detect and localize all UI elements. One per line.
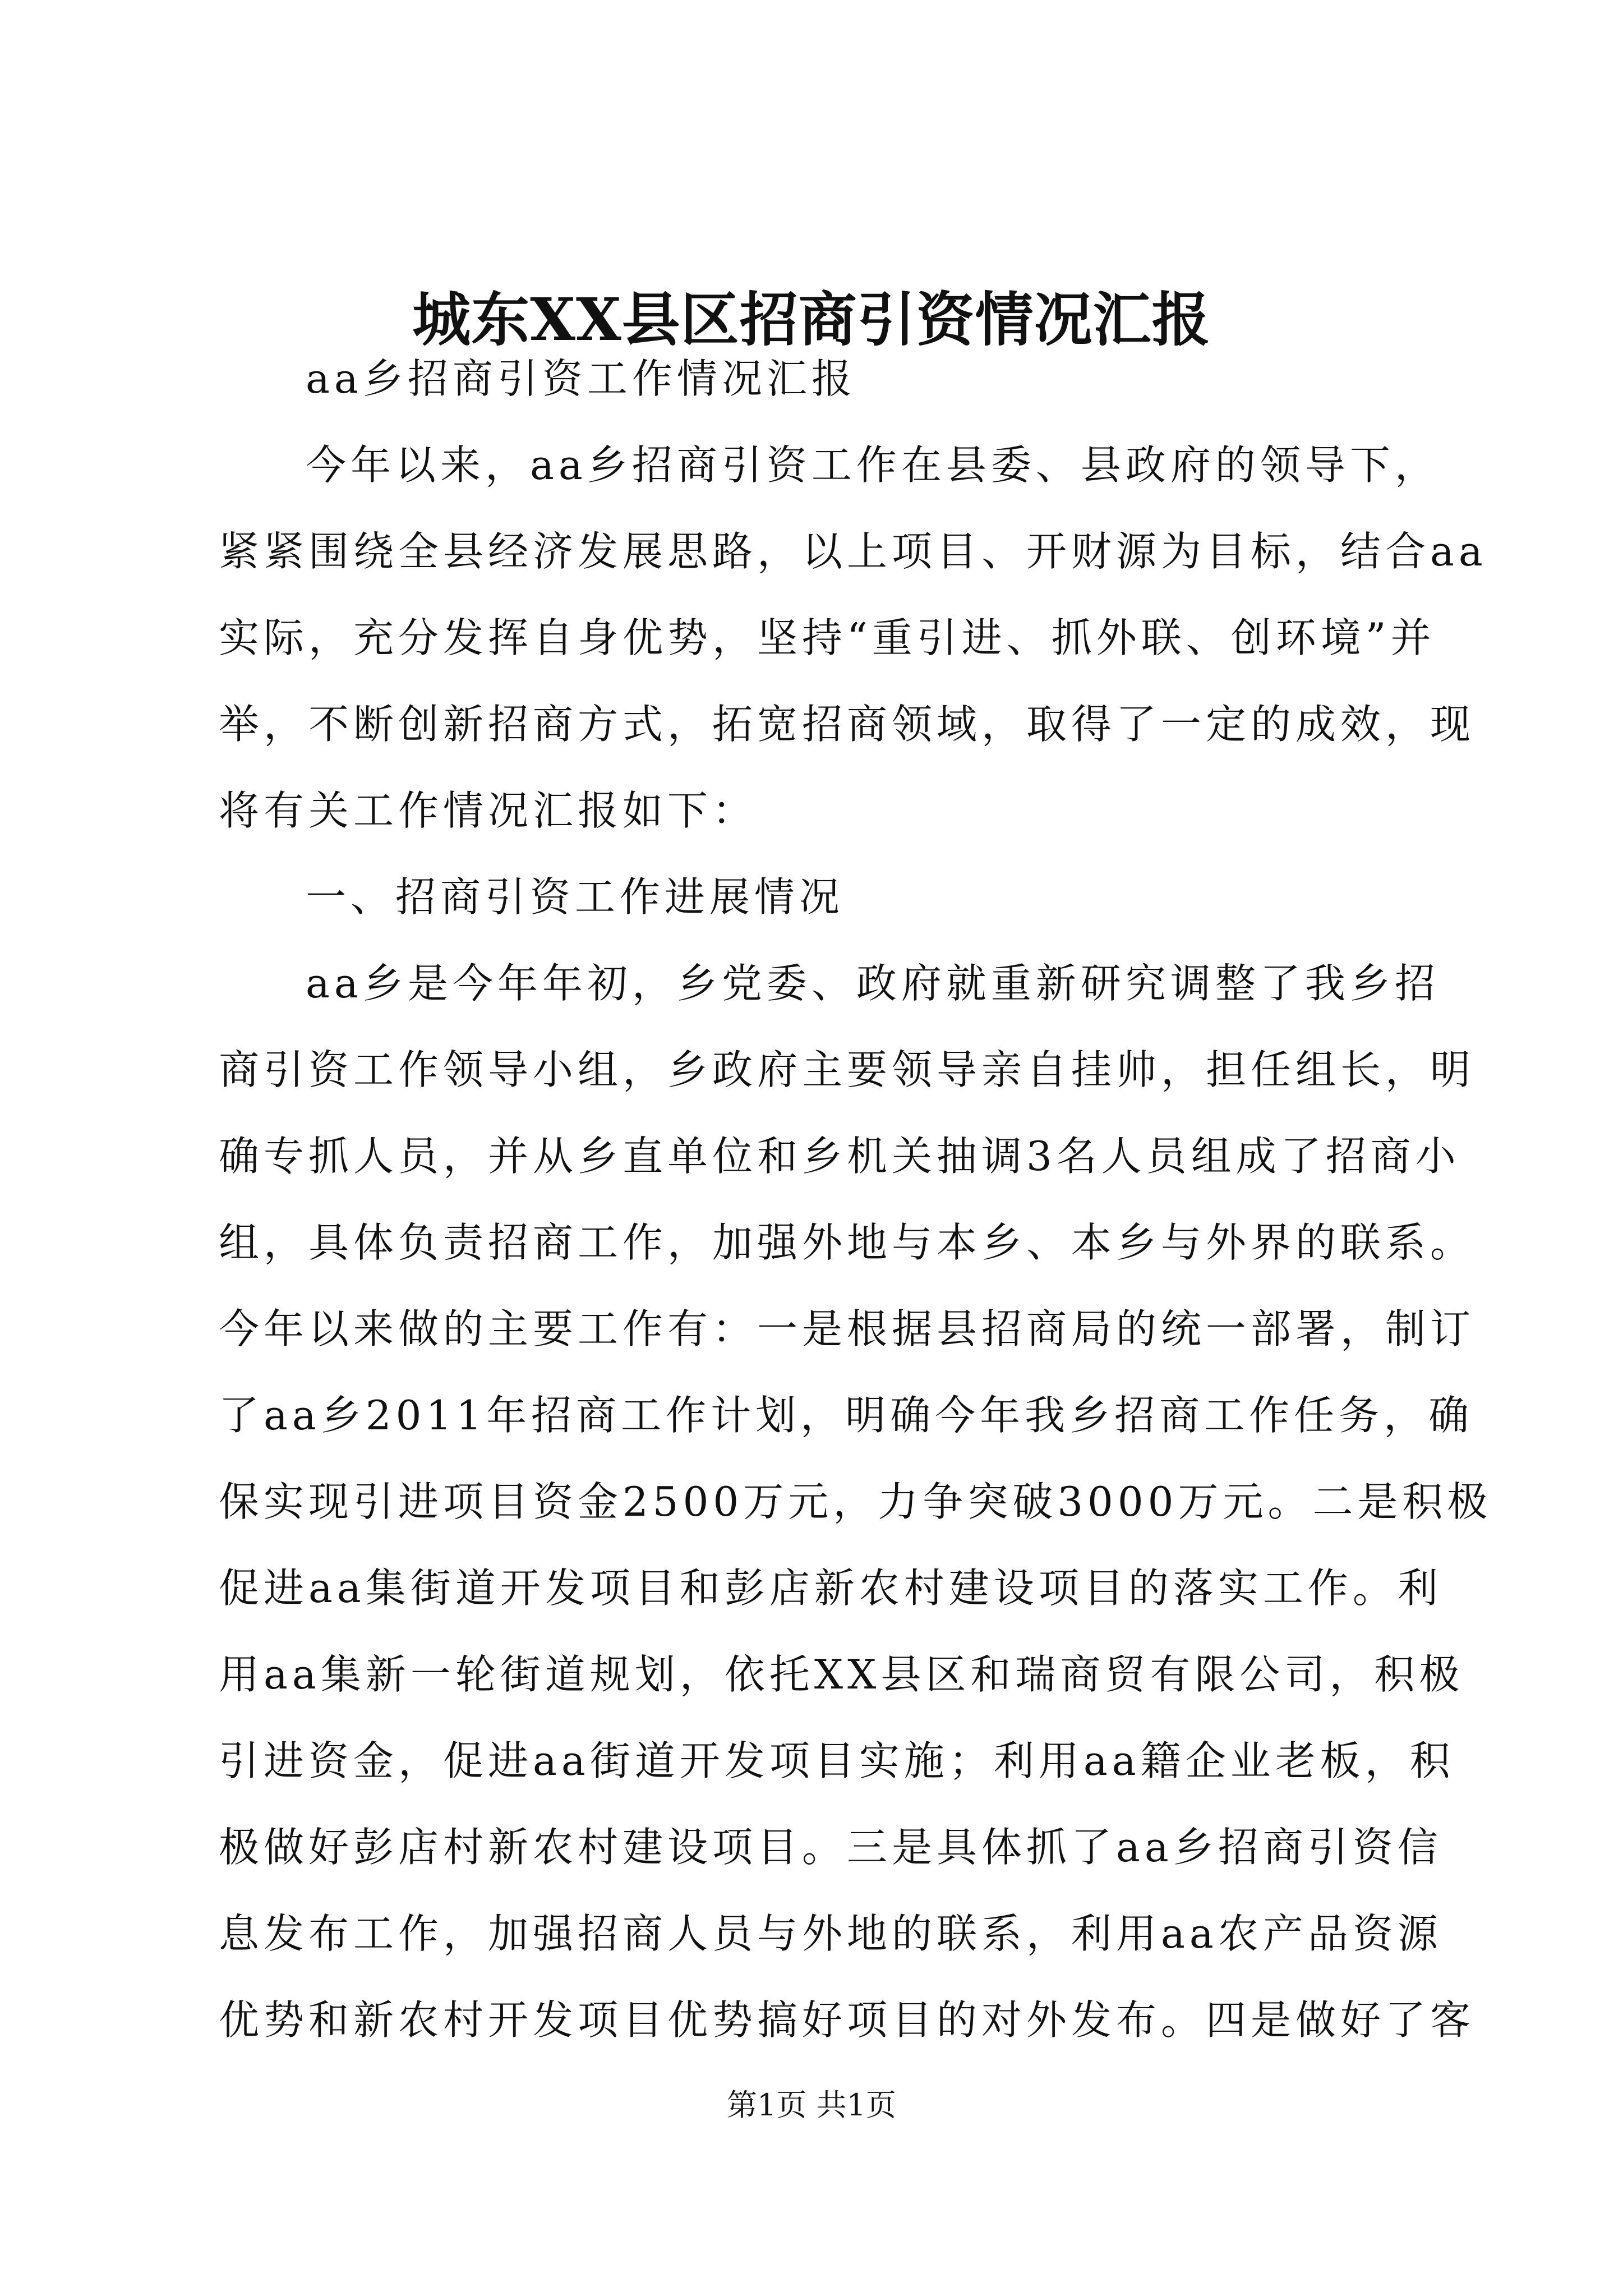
body-line: 引进资金，促进aa街道开发项目实施；利用aa籍企业老板，积 <box>219 1737 1455 1784</box>
body-line: aa乡招商引资工作情况汇报 <box>306 355 856 402</box>
body-line: 将有关工作情况汇报如下： <box>219 787 758 834</box>
body-line: 今年以来，aa乡招商引资工作在县委、县政府的领导下， <box>306 441 1440 489</box>
body-line: 极做好彭店村新农村建设项目。三是具体抓了aa乡招商引资信 <box>219 1824 1442 1871</box>
body-line: 用aa集新一轮街道规划，依托XX县区和瑞商贸有限公司，积极 <box>219 1651 1464 1698</box>
body-line: 促进aa集街道开发项目和彭店新农村建设项目的落实工作。利 <box>219 1565 1442 1612</box>
document-title: 城东XX县区招商引资情况汇报 <box>412 285 1211 354</box>
body-line: 优势和新农村开发项目优势搞好项目的对外发布。四是做好了客 <box>219 1996 1476 2044</box>
body-line: aa乡是今年年初，乡党委、政府就重新研究调整了我乡招 <box>306 960 1440 1007</box>
body-line: 今年以来做的主要工作有：一是根据县招商局的统一部署，制订 <box>219 1305 1476 1352</box>
body-line: 商引资工作领导小组，乡政府主要领导亲自挂帅，担任组长，明 <box>219 1046 1476 1093</box>
section-heading: 一、招商引资工作进展情况 <box>306 873 845 921</box>
body-line: 确专抓人员，并从乡直单位和乡机关抽调3名人员组成了招商小 <box>219 1133 1460 1180</box>
body-line: 保实现引进项目资金2500万元，力争突破3000万元。二是积极 <box>219 1478 1492 1525</box>
body-line: 了aa乡2011年招商工作计划，明确今年我乡招商工作任务，确 <box>219 1392 1474 1439</box>
body-line: 紧紧围绕全县经济发展思路，以上项目、开财源为目标，结合aa <box>219 528 1487 575</box>
body-line: 举，不断创新招商方式，拓宽招商领域，取得了一定的成效，现 <box>219 701 1476 748</box>
page-footer: 第1页 共1页 <box>727 2087 896 2123</box>
body-line: 实际，充分发挥自身优势，坚持“重引进、抓外联、创环境”并 <box>219 614 1436 661</box>
body-line: 息发布工作，加强招商人员与外地的联系，利用aa农产品资源 <box>219 1910 1442 1957</box>
body-line: 组，具体负责招商工作，加强外地与本乡、本乡与外界的联系。 <box>219 1219 1476 1266</box>
document-body <box>219 335 1492 2063</box>
